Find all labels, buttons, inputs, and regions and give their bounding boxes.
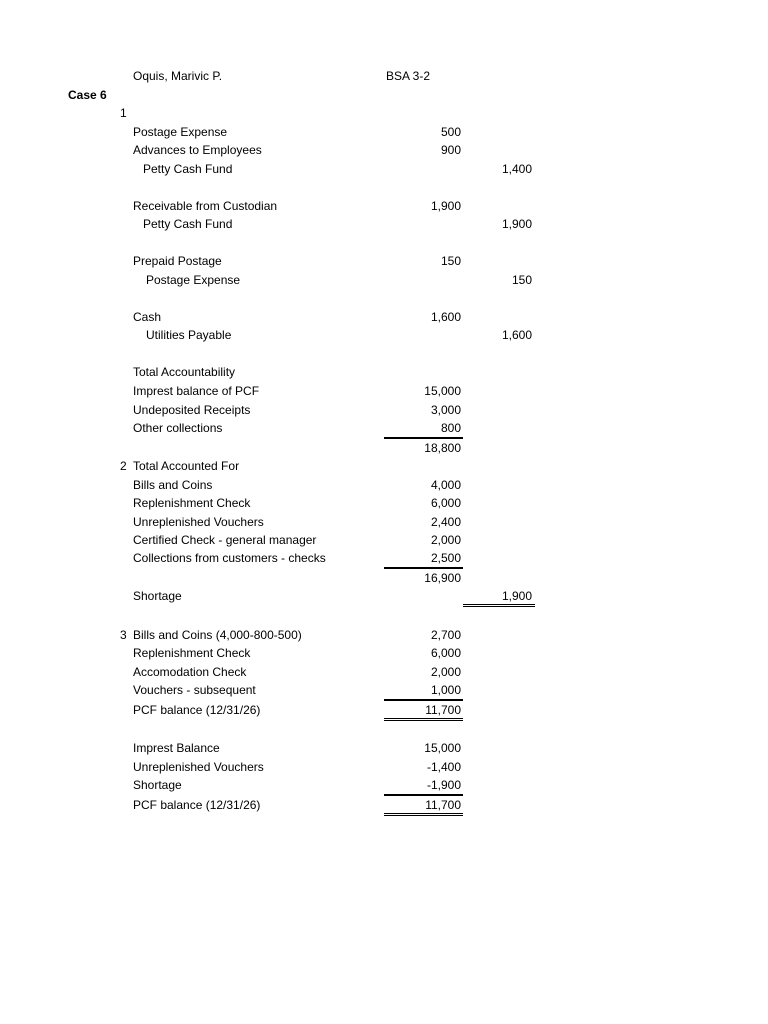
total-underline <box>384 699 463 701</box>
item-amount: 2,700 <box>430 628 461 642</box>
item-label: Replenishment Check <box>133 496 251 510</box>
item-label: Imprest Balance <box>133 741 220 755</box>
account-name: Postage Expense <box>133 125 228 139</box>
item-amount: 6,000 <box>430 646 461 660</box>
account-name: Utilities Payable <box>146 328 232 342</box>
account-name: Cash <box>133 310 162 324</box>
total-label: PCF balance (12/31/26) <box>133 798 261 812</box>
part-number-1: 1 <box>120 106 127 120</box>
item-label: Bills and Coins <box>133 478 213 492</box>
item-label: Undeposited Receipts <box>133 403 251 417</box>
total-double-underline <box>384 813 463 816</box>
shortage-label: Shortage <box>133 589 182 603</box>
credit-amount: 1,600 <box>501 328 532 342</box>
credit-amount: 150 <box>511 273 532 287</box>
total-amount: 11,700 <box>425 798 461 812</box>
section-heading: Total Accountability <box>133 365 236 379</box>
item-label: Other collections <box>133 421 223 435</box>
total-underline <box>384 567 463 569</box>
item-amount: 15,000 <box>424 384 461 398</box>
item-amount: -1,400 <box>426 760 461 774</box>
debit-amount: 1,900 <box>430 199 461 213</box>
item-amount: 15,000 <box>424 741 461 755</box>
section-label: BSA 3-2 <box>386 69 431 83</box>
debit-amount: 900 <box>440 143 461 157</box>
account-name: Petty Cash Fund <box>143 217 233 231</box>
item-amount: 2,400 <box>430 515 461 529</box>
item-amount: 4,000 <box>430 478 461 492</box>
item-label: Shortage <box>133 778 182 792</box>
item-label: Accomodation Check <box>133 665 247 679</box>
total-underline <box>384 794 463 796</box>
total-underline <box>384 437 463 439</box>
debit-amount: 150 <box>440 254 461 268</box>
item-amount: 1,000 <box>430 683 461 697</box>
item-label: Unreplenished Vouchers <box>133 760 264 774</box>
item-amount: 2,000 <box>430 665 461 679</box>
debit-amount: 500 <box>440 125 461 139</box>
item-label: Collections from customers - checks <box>133 551 326 565</box>
item-amount: -1,900 <box>426 778 461 792</box>
student-name: Oquis, Marivic P. <box>133 69 223 83</box>
account-name: Postage Expense <box>146 273 241 287</box>
account-name: Receivable from Custodian <box>133 199 278 213</box>
item-label: Certified Check - general manager <box>133 533 317 547</box>
total-double-underline <box>384 718 463 721</box>
total-label: PCF balance (12/31/26) <box>133 703 261 717</box>
item-amount: 800 <box>440 421 461 435</box>
item-label: Unreplenished Vouchers <box>133 515 264 529</box>
account-name: Advances to Employees <box>133 143 262 157</box>
total-amount: 11,700 <box>425 703 461 717</box>
shortage-double-underline <box>463 604 535 607</box>
case-title: Case 6 <box>68 88 107 102</box>
item-label: Vouchers - subsequent <box>133 683 256 697</box>
item-amount: 2,500 <box>430 551 461 565</box>
total-amount: 16,900 <box>424 571 461 585</box>
account-name: Petty Cash Fund <box>143 162 233 176</box>
section-heading: Total Accounted For <box>133 459 240 473</box>
credit-amount: 1,900 <box>501 217 532 231</box>
item-label: Imprest balance of PCF <box>133 384 260 398</box>
item-label: Replenishment Check <box>133 646 251 660</box>
part-number-2: 2 <box>120 459 127 473</box>
item-amount: 3,000 <box>430 403 461 417</box>
item-amount: 2,000 <box>430 533 461 547</box>
total-amount: 18,800 <box>424 441 461 455</box>
shortage-amount: 1,900 <box>501 589 532 603</box>
item-amount: 6,000 <box>430 496 461 510</box>
debit-amount: 1,600 <box>430 310 461 324</box>
part-number-3: 3 <box>120 628 127 642</box>
item-label: Bills and Coins (4,000-800-500) <box>133 628 302 642</box>
account-name: Prepaid Postage <box>133 254 222 268</box>
credit-amount: 1,400 <box>501 162 532 176</box>
